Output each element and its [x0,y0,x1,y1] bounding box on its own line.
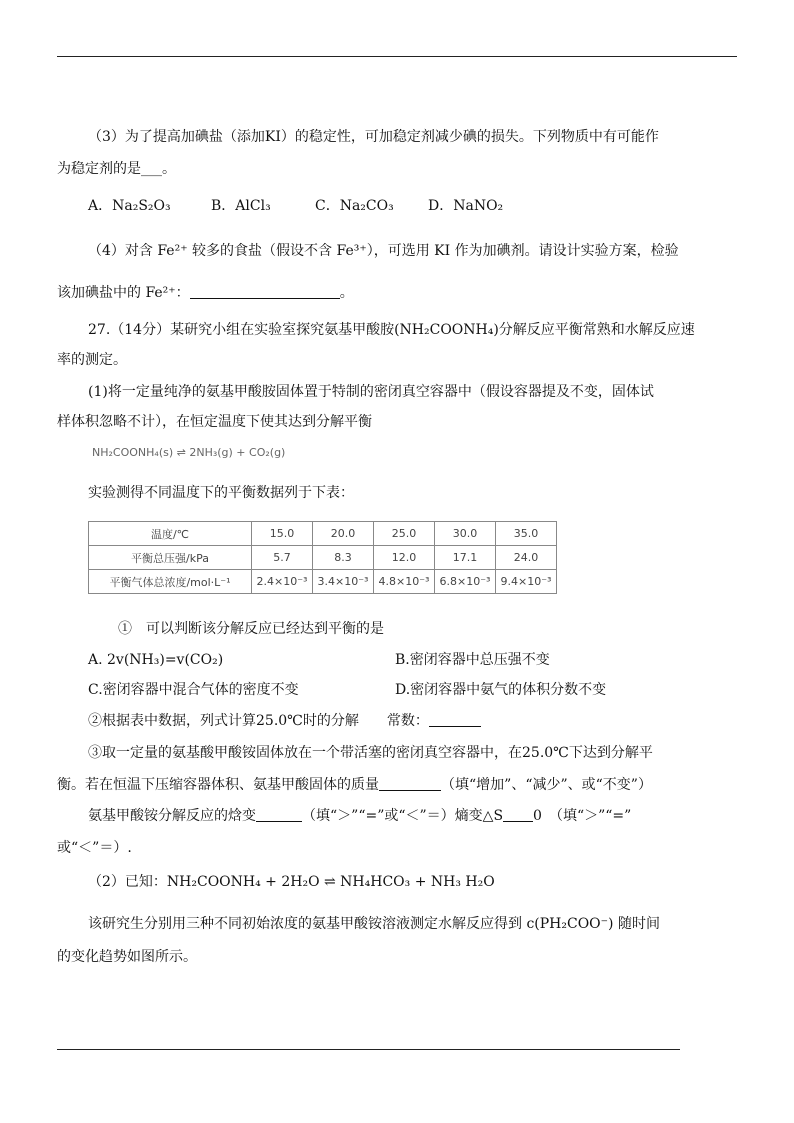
q27-s1: ① 可以判断该分解反应已经达到平衡的是 [118,621,384,637]
table-row [89,546,557,570]
q27-option-b: B.密闭容器中总压强不变 [395,652,550,668]
table-cell: 平衡气体总浓度/mol·L⁻¹ [89,570,252,594]
q27-s3-line2-text: 衡。若在恒温下压缩容器体积、氨基甲酸固体的质量 [57,777,379,793]
q3-option-b: B．AlCl₃ [211,198,271,214]
equilibrium-data-table [88,521,557,594]
q27-entropy-blank[interactable] [503,807,533,822]
q27-s2 [88,711,481,731]
q27-s4-text-a: 氨基甲酸铵分解反应的焓变 [88,808,256,824]
table-cell: 12.0 [374,546,435,570]
q27-s2-text: ②根据表中数据，列式计算25.0℃时的分解 常数： [88,713,429,729]
q27-p1-line2: 样体积忽略不计），在恒定温度下使其达到分解平衡 [57,414,372,430]
table-cell: 30.0 [435,522,496,546]
table-cell: 温度/℃ [89,522,252,546]
table-cell: 9.4×10⁻³ [496,570,557,594]
q27-s3-line2-tail: （填“增加”、“减少”、或“不变”） [441,777,652,793]
table-cell: 4.8×10⁻³ [374,570,435,594]
q27-option-a: A. 2v(NH₃)=v(CO₂) [88,652,224,668]
q27-line2: 率的测定。 [57,352,127,368]
table-row [89,570,557,594]
q27-line1: 27.（14分）某研究小组在实验室探究氨基甲酸胺(NH₂COONH₄)分解反应平衡常熟和水解反应速 [88,322,695,338]
decomposition-equation: NH₂COONH₄(s) ⇌ 2NH₃(g) + CO₂(g) [92,446,286,459]
q27-s4-line1 [88,806,631,826]
q27-p2: （2）已知：NH₂COONH₄ + 2H₂O ⇌ NH₄HCO₃ + NH₃ H₂O [88,874,495,890]
q27-s3-blank[interactable] [379,776,441,791]
q27-option-c: C.密闭容器中混合气体的密度不变 [88,682,299,698]
table-cell: 24.0 [496,546,557,570]
table-cell: 2.4×10⁻³ [252,570,313,594]
table-cell: 25.0 [374,522,435,546]
table-cell: 17.1 [435,546,496,570]
q27-p1-line1: (1)将一定量纯净的氨基甲酸胺固体置于特制的密闭真空容器中（假设容器提及不变，固体试 [88,384,654,400]
q4-line2-text: 该加碘盐中的 Fe²⁺： [57,285,190,301]
q3-line1: （3）为了提高加碘盐（添加KI）的稳定性，可加稳定剂减少碘的损失。下列物质中有可能作 [88,129,659,145]
q3-option-c: C．Na₂CO₃ [315,198,394,214]
q27-enthalpy-blank[interactable] [256,807,302,822]
table-cell: 15.0 [252,522,313,546]
table-cell: 平衡总压强/kPa [89,546,252,570]
table-row [89,522,557,546]
q3-line2: 为稳定剂的是___。 [57,161,176,177]
q4-line1: （4）对含 Fe²⁺ 较多的食盐（假设不含 Fe³⁺），可选用 KI 作为加碘剂。请设计实验方案，检验 [88,243,679,259]
q27-s3-line2 [57,775,652,795]
q4-answer-blank[interactable] [190,284,340,299]
q27-s3-line1: ③取一定量的氨基酸甲酸铵固体放在一个带活塞的密闭真空容器中，在25.0℃下达到分解平 [88,745,653,761]
table-cell: 3.4×10⁻³ [313,570,374,594]
q4-line2: 该加碘盐中的 Fe²⁺： 。 [57,285,354,301]
table-cell: 35.0 [496,522,557,546]
q27-s4-line2: 或“＜”＝）. [57,840,132,856]
header-rule [57,56,737,57]
q27-s4-text-b: （填“＞”“=”或“＜”＝）熵变△S [302,808,504,824]
table-cell: 6.8×10⁻³ [435,570,496,594]
q3-option-d: D．NaNO₂ [428,198,504,214]
table-intro: 实验测得不同温度下的平衡数据列于下表： [88,485,354,501]
table-cell: 5.7 [252,546,313,570]
q27-option-d: D.密闭容器中氨气的体积分数不变 [395,682,607,698]
q27-p2-text1: 该研究生分别用三种不同初始浓度的氨基甲酸铵溶液测定水解反应得到 c(PH₂COO⁻) 随时间 [88,916,660,932]
table-cell: 20.0 [313,522,374,546]
table-cell: 8.3 [313,546,374,570]
q27-s4-text-c: 0 （填“＞”“=” [533,808,632,824]
q27-p2-text2: 的变化趋势如图所示。 [57,949,197,965]
q27-s2-blank[interactable] [429,712,481,727]
footer-rule [57,1049,680,1050]
q3-option-a: A．Na₂S₂O₃ [88,198,171,214]
